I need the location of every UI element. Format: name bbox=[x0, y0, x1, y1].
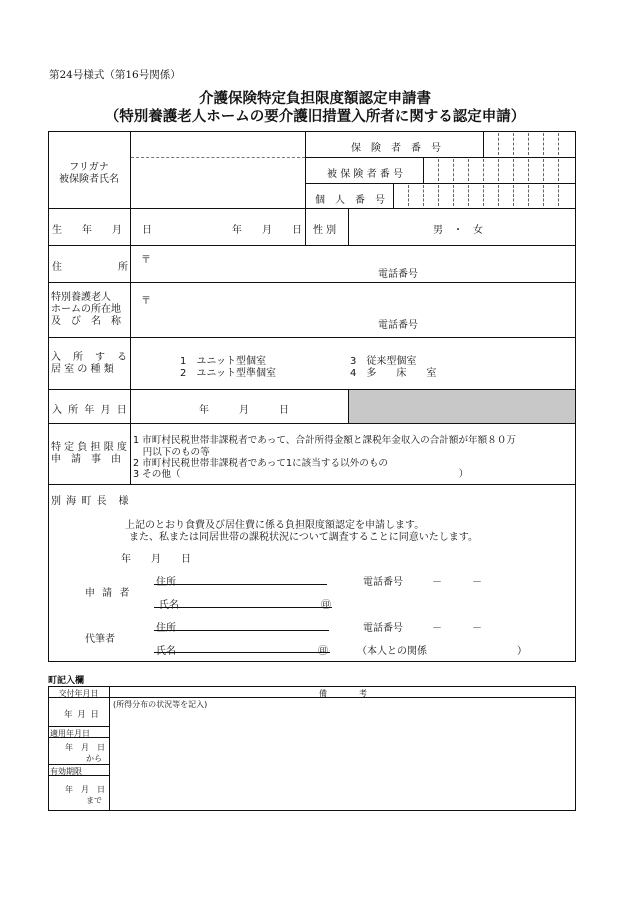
room-option-multi-bed[interactable]: 4 多 床 室 bbox=[350, 368, 437, 379]
applicant-seal-icon: ㊞ bbox=[321, 600, 331, 611]
valid-until-text: まで bbox=[86, 796, 102, 805]
application-date[interactable]: 年 月 日 bbox=[121, 554, 191, 565]
form-number: 第24号様式（第16号関係） bbox=[49, 69, 181, 81]
shaded-cell bbox=[349, 390, 575, 423]
insurer-number-label: 保 険 者 番 号 bbox=[351, 143, 441, 154]
applicant-label: 申 請 者 bbox=[85, 588, 132, 599]
remarks-field[interactable] bbox=[110, 698, 575, 810]
proxy-name-label: 氏名 bbox=[156, 646, 176, 657]
applicant-address-field[interactable] bbox=[178, 570, 326, 584]
addressee: 別 海 町 長 様 bbox=[51, 496, 130, 507]
proxy-relation-field[interactable]: （本人との関係 ） bbox=[357, 646, 527, 657]
valid-date-field[interactable]: 年 月 日 bbox=[65, 785, 105, 794]
facility-phone-label: 電話番号 bbox=[378, 320, 418, 331]
birth-date-field[interactable]: 年 月 日 bbox=[232, 225, 302, 236]
applied-date-label: 適用年月日 bbox=[50, 729, 90, 738]
insured-name-label: 被保険者氏名 bbox=[59, 174, 119, 185]
proxy-phone-field[interactable]: － － bbox=[432, 623, 482, 634]
admission-date-field[interactable]: 年 月 日 bbox=[199, 405, 289, 416]
declaration-text-2: また、私または同居世帯の課税状況について調査することに同意いたします。 bbox=[129, 532, 478, 543]
address-phone-label: 電話番号 bbox=[378, 269, 418, 280]
applicant-name-field[interactable] bbox=[180, 593, 318, 607]
town-section-title: 町記入欄 bbox=[48, 676, 85, 686]
remarks-note: (所得分布の状況等を記入) bbox=[113, 700, 208, 709]
facility-field[interactable] bbox=[131, 283, 575, 336]
proxy-name-field[interactable] bbox=[178, 638, 316, 652]
room-type-label: 入 所 す る 居 室 の 種 類 bbox=[51, 352, 128, 375]
personal-number-field[interactable] bbox=[394, 184, 575, 207]
address-field[interactable] bbox=[131, 246, 575, 281]
remarks-header: 備 考 bbox=[319, 689, 367, 698]
address-label-right: 所 bbox=[118, 262, 128, 273]
sex-label: 性 別 bbox=[313, 225, 337, 236]
facility-postal-mark: 〒 bbox=[141, 296, 151, 307]
applicant-address-label: 住所 bbox=[156, 577, 176, 588]
furigana-field[interactable] bbox=[131, 132, 304, 156]
insured-number-label: 被 保 険 者 番 号 bbox=[327, 169, 403, 180]
insured-number-field[interactable] bbox=[424, 158, 575, 182]
proxy-phone-label: 電話番号 bbox=[363, 623, 403, 634]
proxy-seal-icon: ㊞ bbox=[318, 646, 328, 657]
sex-selector[interactable]: 男 ・ 女 bbox=[433, 225, 483, 236]
applied-from-text: から bbox=[86, 754, 102, 763]
proxy-address-field[interactable] bbox=[178, 616, 328, 630]
form-subtitle: （特別養護老人ホームの要介護旧措置入所者に関する認定申請） bbox=[104, 109, 526, 125]
applicant-phone-label: 電話番号 bbox=[363, 577, 403, 588]
proxy-address-label: 住所 bbox=[156, 623, 176, 634]
applicant-name-label: 氏名 bbox=[159, 600, 179, 611]
valid-period-label: 有効期限 bbox=[50, 767, 82, 776]
personal-number-label: 個 人 番 号 bbox=[315, 195, 385, 206]
insured-name-field[interactable] bbox=[131, 158, 304, 207]
issue-date-field[interactable]: 年 月 日 bbox=[64, 710, 100, 720]
declaration-text-1: 上記のとおり食費及び居住費に係る負担限度額認定を申請します。 bbox=[125, 520, 425, 531]
facility-label: 特別養護老人 ホームの所在地 及 び 名 称 bbox=[51, 292, 121, 327]
admission-date-label: 入 所 年 月 日 bbox=[52, 405, 129, 416]
insurer-number-field[interactable] bbox=[484, 132, 575, 156]
reason-item-1[interactable]: 1 市町村民税世帯非課税者であって、合計所得金額と課税年金収入の合計額が年額８０万 bbox=[133, 435, 517, 446]
room-option-conventional-private[interactable]: 3 従来型個室 bbox=[350, 356, 417, 367]
applicant-phone-field[interactable]: － － bbox=[432, 577, 482, 588]
issue-date-label: 交付年月日 bbox=[58, 689, 99, 698]
form-title: 介護保険特定負担限度額認定申請書 bbox=[199, 91, 431, 107]
room-option-unit-semi-private[interactable]: 2 ユニット型準個室 bbox=[180, 368, 276, 379]
reason-item-2[interactable]: 2 市町村民税世帯非課税者であって1に該当する以外のもの bbox=[133, 458, 389, 469]
proxy-label: 代筆者 bbox=[85, 634, 115, 645]
birth-date-label: 生 年 月 日 bbox=[52, 225, 157, 236]
furigana-label: フリガナ bbox=[69, 162, 109, 173]
reason-item-1-cont: 円以下のもの等 bbox=[133, 447, 210, 458]
room-option-unit-private[interactable]: 1 ユニット型個室 bbox=[180, 356, 266, 367]
address-label-left: 住 bbox=[52, 262, 62, 273]
applied-date-field[interactable]: 年 月 日 bbox=[65, 743, 105, 752]
postal-mark: 〒 bbox=[141, 255, 151, 266]
reason-label: 特 定 負 担 限 度 申 請 事 由 bbox=[51, 442, 127, 465]
reason-item-3[interactable]: 3 その他（ ） bbox=[133, 469, 469, 480]
